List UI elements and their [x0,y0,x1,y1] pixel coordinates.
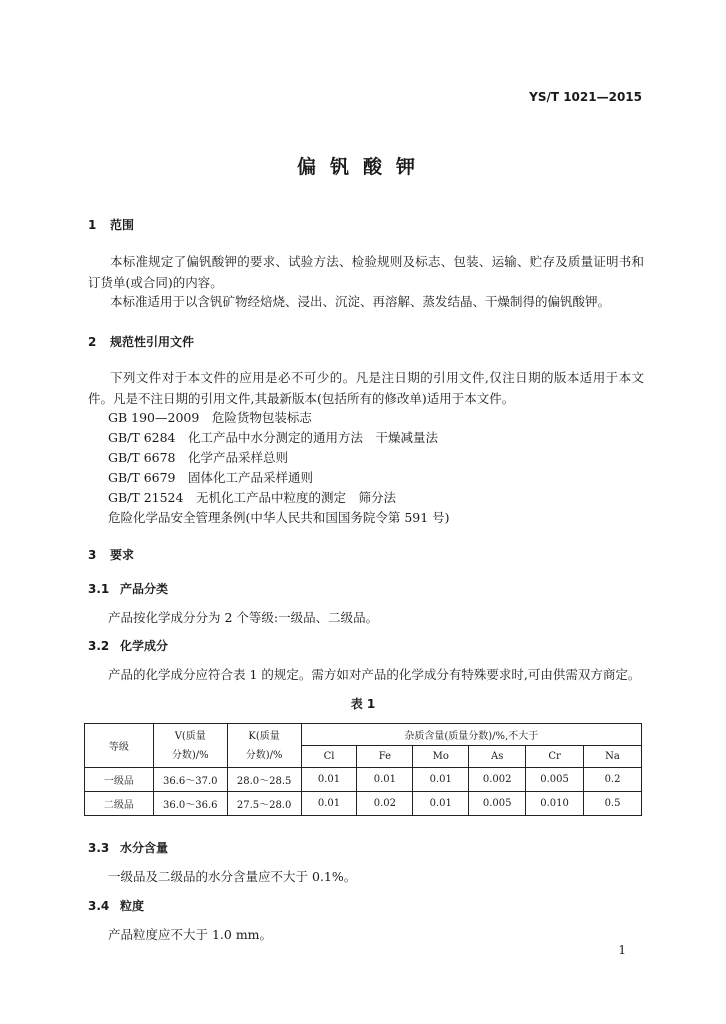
section-title: 规范性引用文件 [110,335,195,349]
subsection-number: 3.1 [88,582,110,596]
cell-value: 0.010 [526,792,584,816]
section-title: 范围 [110,218,135,232]
subsection-3-3-text: 一级品及二级品的水分含量应不大于 0.1%。 [108,869,357,884]
cell-value: 0.005 [526,768,584,792]
subsection-3-4-heading [88,897,144,914]
section-3-heading [88,546,134,563]
header-v-line1: V(质量 [174,730,206,742]
subsection-number: 3.4 [88,899,110,913]
reference-item: GB/T 21524 无机化工产品中粒度的测定 筛分法 [108,490,396,505]
reference-item: 危险化学品安全管理条例(中华人民共和国国务院令第 591 号) [108,510,450,525]
cell-value: 0.01 [413,792,469,816]
subsection-3-1-text: 产品按化学成分分为 2 个等级:一级品、二级品。 [108,610,379,625]
cell-value: 0.01 [301,768,357,792]
header-v-content [153,724,227,768]
header-impurity-element: Fe [357,746,413,768]
subsection-3-4-text: 产品粒度应不大于 1.0 mm。 [108,927,273,942]
section-1-heading [88,216,134,233]
table-row [85,768,642,792]
section-number: 1 [88,218,97,232]
reference-item: GB/T 6679 固体化工产品采样通则 [108,470,314,485]
header-impurity-element: Cl [301,746,357,768]
cell-value: 0.2 [584,768,642,792]
cell-value: 0.5 [584,792,642,816]
header-v-line2: 分数)/% [171,749,209,761]
section-1-paragraph-1: 本标准规定了偏钒酸钾的要求、试验方法、检验规则及标志、包装、运输、贮存及质量证明书和订货单(或合同)的内容。 [88,254,644,290]
cell-value: 0.01 [357,768,413,792]
cell-grade: 二级品 [85,792,154,816]
section-2-heading [88,333,194,350]
reference-item: GB 190—2009 危险货物包装标志 [108,410,312,425]
header-k-line1: K(质量 [248,730,280,742]
document-title: 偏钒酸钾 [296,156,429,178]
header-impurity-element: Mo [413,746,469,768]
reference-item: GB/T 6284 化工产品中水分测定的通用方法 干燥减量法 [108,430,439,445]
cell-k: 27.5～28.0 [227,792,301,816]
cell-k: 28.0～28.5 [227,768,301,792]
subsection-title: 产品分类 [120,582,169,596]
standard-code: YS/T 1021—2015 [529,90,642,104]
header-impurity: 杂质含量(质量分数)/%,不大于 [301,724,641,746]
section-title: 要求 [110,548,135,562]
cell-value: 0.01 [413,768,469,792]
page-number: 1 [618,943,626,957]
header-k-content [227,724,301,768]
header-grade: 等级 [85,724,154,768]
cell-v: 36.0～36.6 [153,792,227,816]
cell-value: 0.01 [301,792,357,816]
header-impurity-element: Na [584,746,642,768]
cell-value: 0.002 [469,768,526,792]
reference-item: GB/T 6678 化学产品采样总则 [108,450,289,465]
section-2-intro: 下列文件对于本文件的应用是必不可少的。凡是注日期的引用文件,仅注日期的版本适用于本文件。凡是不注日期的引用文件,其最新版本(包括所有的修改单)适用于本文件。 [88,370,644,406]
subsection-3-2-text: 产品的化学成分应符合表 1 的规定。需方如对产品的化学成分有特殊要求时,可由供需双方商定。 [108,667,641,682]
cell-grade: 一级品 [85,768,154,792]
subsection-number: 3.3 [88,841,110,855]
section-number: 2 [88,335,97,349]
subsection-3-2-heading [88,637,168,654]
subsection-3-1-heading [88,580,168,597]
cell-v: 36.6～37.0 [153,768,227,792]
chemical-composition-table [84,723,642,816]
table-caption: 表 1 [350,697,376,711]
section-1-paragraph-2: 本标准适用于以含钒矿物经焙烧、浸出、沉淀、再溶解、蒸发结晶、干燥制得的偏钒酸钾。 [110,294,611,309]
cell-value: 0.005 [469,792,526,816]
cell-value: 0.02 [357,792,413,816]
subsection-title: 化学成分 [120,639,169,653]
subsection-3-3-heading [88,839,168,856]
header-impurity-element: As [469,746,526,768]
header-impurity-element: Cr [526,746,584,768]
header-k-line2: 分数)/% [245,749,283,761]
subsection-number: 3.2 [88,639,110,653]
subsection-title: 水分含量 [120,841,169,855]
subsection-title: 粒度 [120,899,145,913]
table-row [85,792,642,816]
section-number: 3 [88,548,97,562]
